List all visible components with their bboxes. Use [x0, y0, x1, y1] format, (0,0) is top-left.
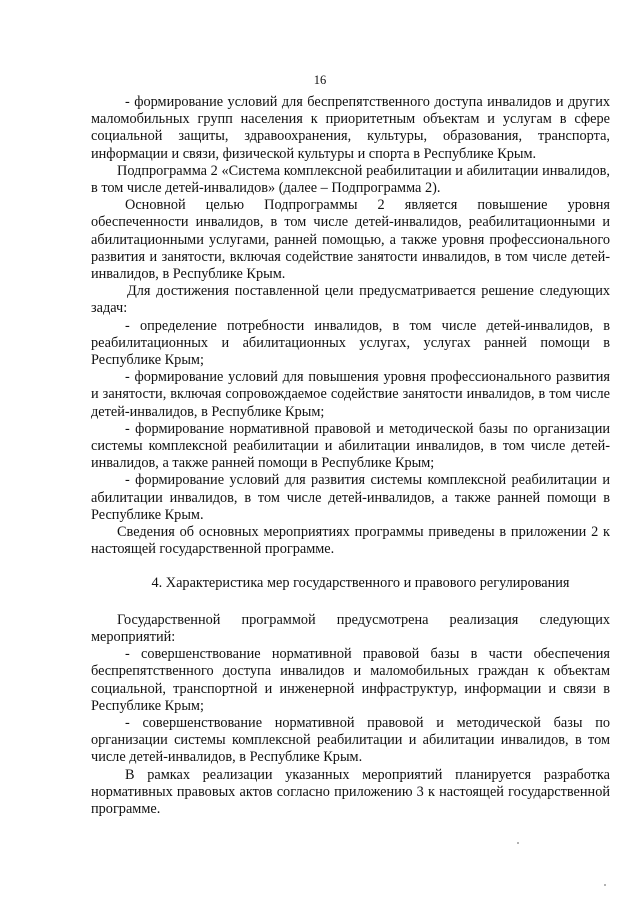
paragraph-list-item: - формирование условий для беспрепятственного доступа инвалидов и других маломобильных групп населения к приоритетным объектам и услугам в сфере социальной защиты, здравоохранения, культуры, образования, транспорта, информации и связи, физической культуры и спорта в Республике Крым.	[91, 94, 610, 162]
scan-artifact-dot	[517, 842, 519, 844]
page-number: 16	[313, 73, 327, 87]
paragraph-annex-reference: Сведения об основных мероприятиях программы приведены в приложении 2 к настоящей государственной программе.	[91, 524, 610, 558]
paragraph-task-item: - формирование условий для развития системы комплексной реабилитации и абилитации инвалидов, в том числе детей-инвалидов, а также ранней помощи в Республике Крым.	[91, 472, 610, 523]
paragraph-task-item: - определение потребности инвалидов, в том числе детей-инвалидов, в реабилитационных и абилитационных услугах, услугах ранней помощи в Республике Крым;	[91, 317, 610, 369]
paragraph-measure-item: - совершенствование нормативной правовой и методической базы по организации системы комплексной реабилитации и абилитации инвалидов, в том числе детей-инвалидов, в Республике Крым.	[91, 714, 610, 766]
paragraph-goal: Основной целью Подпрограммы 2 является повышение уровня обеспеченности инвалидов, в том числе детей-инвалидов, реабилитационными и абилитационными услугами, ранней помощью, а также уровня профессионального развития и занятости, включая содействие занятости инвалидов, в том числе детей-инвалидов, в Республике Крым.	[91, 197, 610, 283]
paragraph-measures-intro: Государственной программой предусмотрена реализация следующих мероприятий:	[91, 611, 610, 645]
scan-artifact-dot	[604, 884, 606, 886]
paragraph-task-item: - формирование нормативной правовой и методической базы по организации системы комплексной реабилитации и абилитации инвалидов, в том числе детей-инвалидов, а также ранней помощи в Республике Крым;	[91, 420, 610, 472]
paragraph-tasks-intro: Для достижения поставленной цели предусматривается решение следующих задач:	[91, 283, 610, 317]
paragraph-task-item: - формирование условий для повышения уровня профессионального развития и занятости, включая сопровождаемое содействие занятости инвалидов, в том числе детей-инвалидов, в Республике Крым;	[91, 369, 610, 420]
section-heading: 4. Характеристика мер государственного и правового регулирования	[151, 575, 570, 592]
paragraph-conclusion: В рамках реализации указанных мероприятий планируется разработка нормативных правовых актов согласно приложению 3 к настоящей государственной программе.	[91, 766, 610, 817]
paragraph-measure-item: - совершенствование нормативной правовой базы в части обеспечения беспрепятственного доступа инвалидов и маломобильных граждан к объектам социальной, транспортной и инженерной инфраструктур, информации и связи в Республике Крым;	[91, 646, 610, 714]
paragraph-subprogram-title: Подпрограмма 2 «Система комплексной реабилитации и абилитации инвалидов, в том числе детей-инвалидов» (далее – Подпрограмма 2).	[91, 162, 610, 197]
document-body	[91, 94, 610, 818]
